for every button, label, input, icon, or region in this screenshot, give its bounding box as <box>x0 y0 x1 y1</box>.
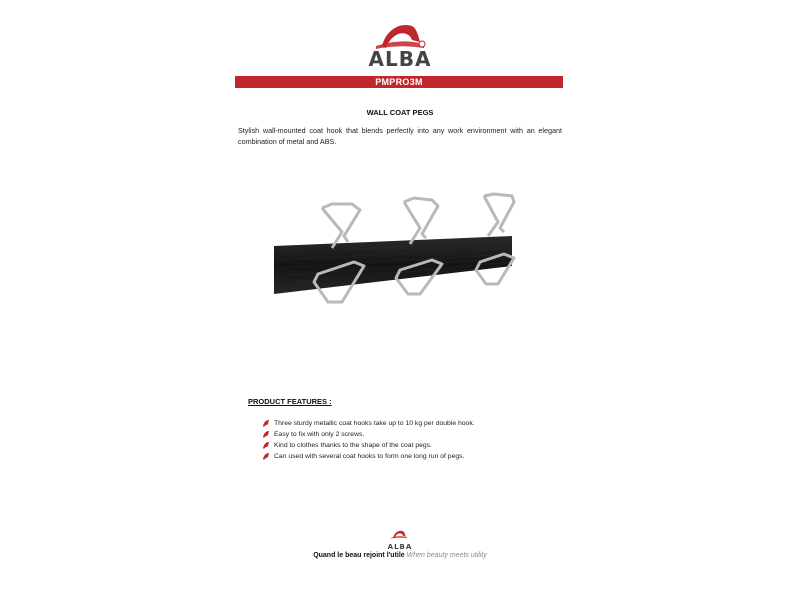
feature-text: Can used with several coat hooks to form one long run of pegs. <box>274 453 465 460</box>
feature-item <box>262 429 475 440</box>
features-list <box>262 418 475 462</box>
tagline-french: Quand le beau rejoint l'utile <box>313 552 405 559</box>
features-heading: PRODUCT FEATURES : <box>248 397 332 406</box>
brand-name: ALBA <box>368 47 432 71</box>
red-pin-icon <box>262 430 270 439</box>
red-pin-icon <box>262 441 270 450</box>
feature-text: Easy to fix with only 2 screws. <box>274 431 365 438</box>
coat-peg-image <box>262 190 522 310</box>
feature-text: Kind to clothes thanks to the shape of the coat pegs. <box>274 442 432 449</box>
product-code-bar: PMPRO3M <box>235 76 563 88</box>
product-description: Stylish wall-mounted coat hook that blends perfectly into any work environment with an elegant combination of metal and ABS. <box>238 126 562 146</box>
red-pin-icon <box>262 452 270 461</box>
feature-item <box>262 418 475 429</box>
feature-item <box>262 440 475 451</box>
feature-item <box>262 451 475 462</box>
tagline-english: When beauty meets utility <box>406 552 487 559</box>
product-title: WALL COAT PEGS <box>366 108 434 117</box>
feature-text: Three sturdy metallic coat hooks take up to 10 kg per double hook. <box>274 420 475 427</box>
footer-brand-name: ALBA <box>387 543 413 551</box>
red-pin-icon <box>262 419 270 428</box>
footer-tagline <box>0 552 800 559</box>
